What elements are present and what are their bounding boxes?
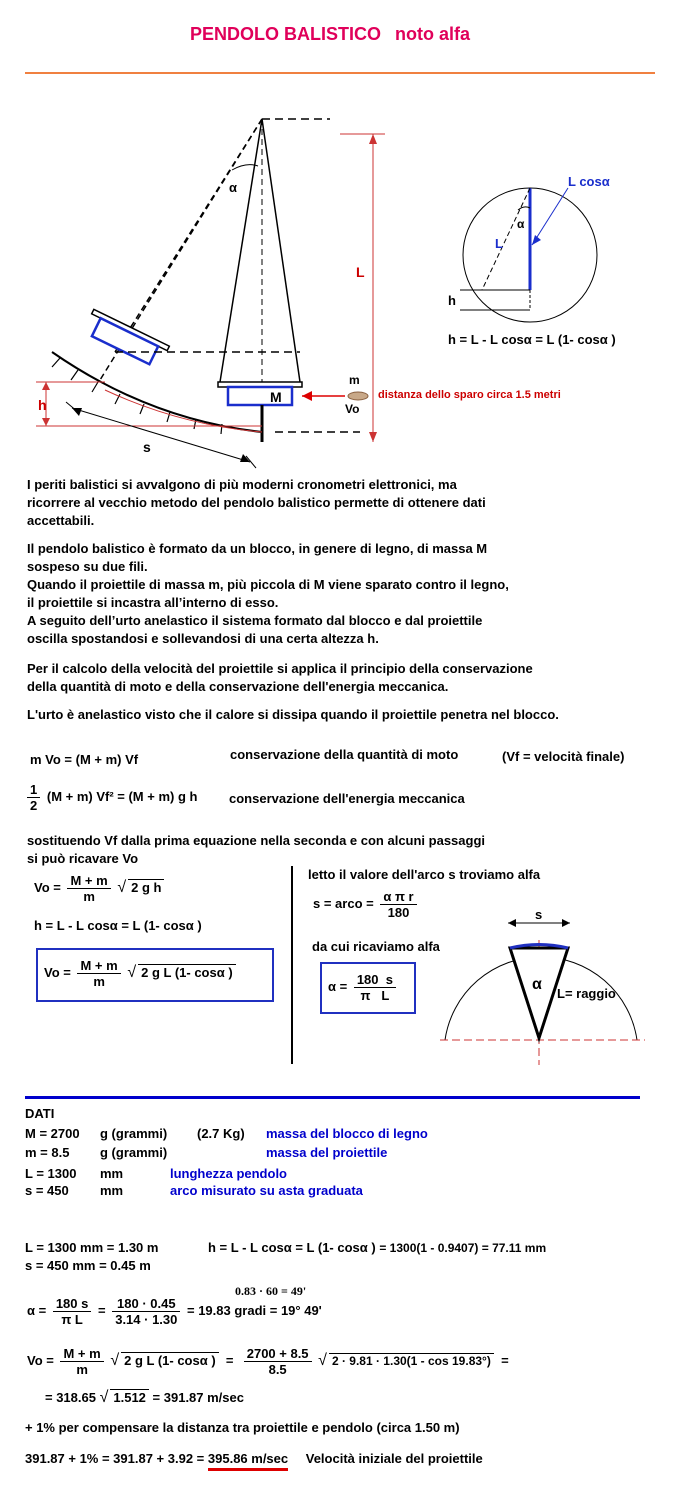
eq-energy-desc: conservazione dell'energia meccanica xyxy=(229,791,465,806)
top-divider xyxy=(25,72,655,74)
calc-alpha: α = $\frac{180 s}{\text{π L}}$ = $\frac{180 \cdot 0.45}{3.14 \cdot 1.30}$ = 19.83 gradi = 19° 49' xyxy=(27,1296,322,1327)
final-velocity: 395.86 m/sec xyxy=(208,1451,288,1471)
diagram-vo-label: Vo xyxy=(345,402,360,416)
circle-lcos-label: L cosα xyxy=(568,174,610,189)
calc-h-formula: h = L - L cosα = L (1- cosα ) = 1300(1 - 0.9407) = 77.11 mm xyxy=(208,1240,547,1255)
calc-s-conversion: s = 450 mm = 0.45 m xyxy=(25,1258,151,1273)
sector-alpha-label: α xyxy=(532,976,542,993)
vo-formula: Vo = $\frac{M + m}{m}$ √ 2 g h xyxy=(34,873,164,904)
dati-row-s: s = 450 mm arco misurato su asta graduata xyxy=(25,1183,363,1198)
calc-vo: Vo = $\frac{M + m}{m}$ √ 2 g L (1- cosα ) = $\frac{2700 + 8.5}{8.5}$ √ 2 · 9.81 · 1.30(1 - cos 19.83°) = xyxy=(27,1346,509,1377)
diagram-m-label: m xyxy=(349,373,360,387)
sector-L-label: L= raggio xyxy=(557,986,616,1001)
dati-row-M: M = 2700 g (grammi) (2.7 Kg) massa del blocco di legno xyxy=(25,1126,428,1141)
sector-diagram xyxy=(440,905,645,1065)
calc-L-conversion: L = 1300 mm = 1.30 m xyxy=(25,1240,159,1255)
diagram-M-label: M xyxy=(270,389,282,405)
section-divider xyxy=(25,1096,640,1099)
paragraph-4: L'urto è anelastico visto che il calore si dissipa quando il proiettile penetra nel blocco. xyxy=(27,707,559,722)
substitution-text: sostituendo Vf dalla prima equazione nella seconda e con alcuni passaggi si può ricavare Vo xyxy=(27,833,486,866)
alpha-boxed-formula: α = $\frac{180 s}{\text{π L}}$ xyxy=(320,962,416,1014)
degree-note: 0.83 · 60 = 49' xyxy=(235,1284,307,1298)
paragraph-2: Il pendolo balistico è formato da un blocco, in genere di legno, di massa M sospeso su due fili. Quando il proiettile di massa m, più piccola di M viene sparato contro il legno, il proiettile si incastra all’interno di esso. A seguito dell’urto anelastico il sistema formato dal blocco e dal proiettile oscilla spostandosi e sollevandosi di una certa altezza h. xyxy=(27,541,509,646)
circle-L-label: L xyxy=(495,236,503,251)
dati-title: DATI xyxy=(25,1106,55,1121)
diagram-L-label: L xyxy=(356,264,365,280)
calc-result: = 318.65 √ 1.512 = 391.87 m/sec xyxy=(45,1389,244,1406)
vo-boxed-formula: Vo = $\frac{M + m}{m}$ √ 2 g L (1- cosα ) xyxy=(36,948,274,1002)
diagram-alpha: α xyxy=(229,180,237,195)
title-main: PENDOLO BALISTICO xyxy=(189,24,381,44)
percent-note: + 1% per compensare la distanza tra proiettile e pendolo (circa 1.50 m) xyxy=(25,1420,460,1435)
dati-row-L: L = 1300 mm lunghezza pendolo xyxy=(25,1166,287,1181)
dati-row-m: m = 8.5 g (grammi) massa del proiettile xyxy=(25,1145,388,1160)
sector-s-label: s xyxy=(535,907,543,922)
alpha-from-text: da cui ricaviamo alfa xyxy=(312,939,440,954)
circle-formula: h = L - L cosα = L (1- cosα ) xyxy=(448,332,616,347)
circle-alpha-label: α xyxy=(517,217,525,231)
arc-intro: letto il valore dell'arco s troviamo alfa xyxy=(308,867,541,882)
arc-formula: s = arco = $\frac{\text{α π r}}{180}$ xyxy=(313,889,420,920)
circle-h-label: h xyxy=(448,293,456,308)
page-title xyxy=(0,24,660,45)
eq-momentum: m Vo = (M + m) Vf xyxy=(30,752,139,767)
h-formula: h = L - L cosα = L (1- cosα ) xyxy=(34,918,202,933)
shot-distance-label: distanza dello sparo circa 1.5 metri xyxy=(378,389,561,401)
paragraph-3: Per il calcolo della velocità del proiettile si applica il principio della conservazione della quantità di moto e della conservazione dell'energia meccanica. xyxy=(27,661,533,694)
eq-energy: $\frac{1}{2}$ (M + m) Vf² = (M + m) g h xyxy=(24,782,197,813)
column-divider xyxy=(291,866,293,1064)
final-result: 391.87 + 1% = 391.87 + 3.92 = 395.86 m/sec Velocità iniziale del proiettile xyxy=(25,1451,483,1466)
paragraph-1: I periti balistici si avvalgono di più moderni cronometri elettronici, ma ricorrere al vecchio metodo del pendolo balistico permette di ottenere dati accettabili. xyxy=(27,477,486,528)
half-fraction: $\frac{1}{2}$ xyxy=(27,782,40,813)
eq-momentum-note: (Vf = velocità finale) xyxy=(502,749,625,764)
diagram-h-label: h xyxy=(38,397,47,413)
eq-momentum-desc: conservazione della quantità di moto xyxy=(230,747,459,762)
title-sub: noto alfa xyxy=(395,24,470,44)
diagram-s-label: s xyxy=(143,439,151,455)
